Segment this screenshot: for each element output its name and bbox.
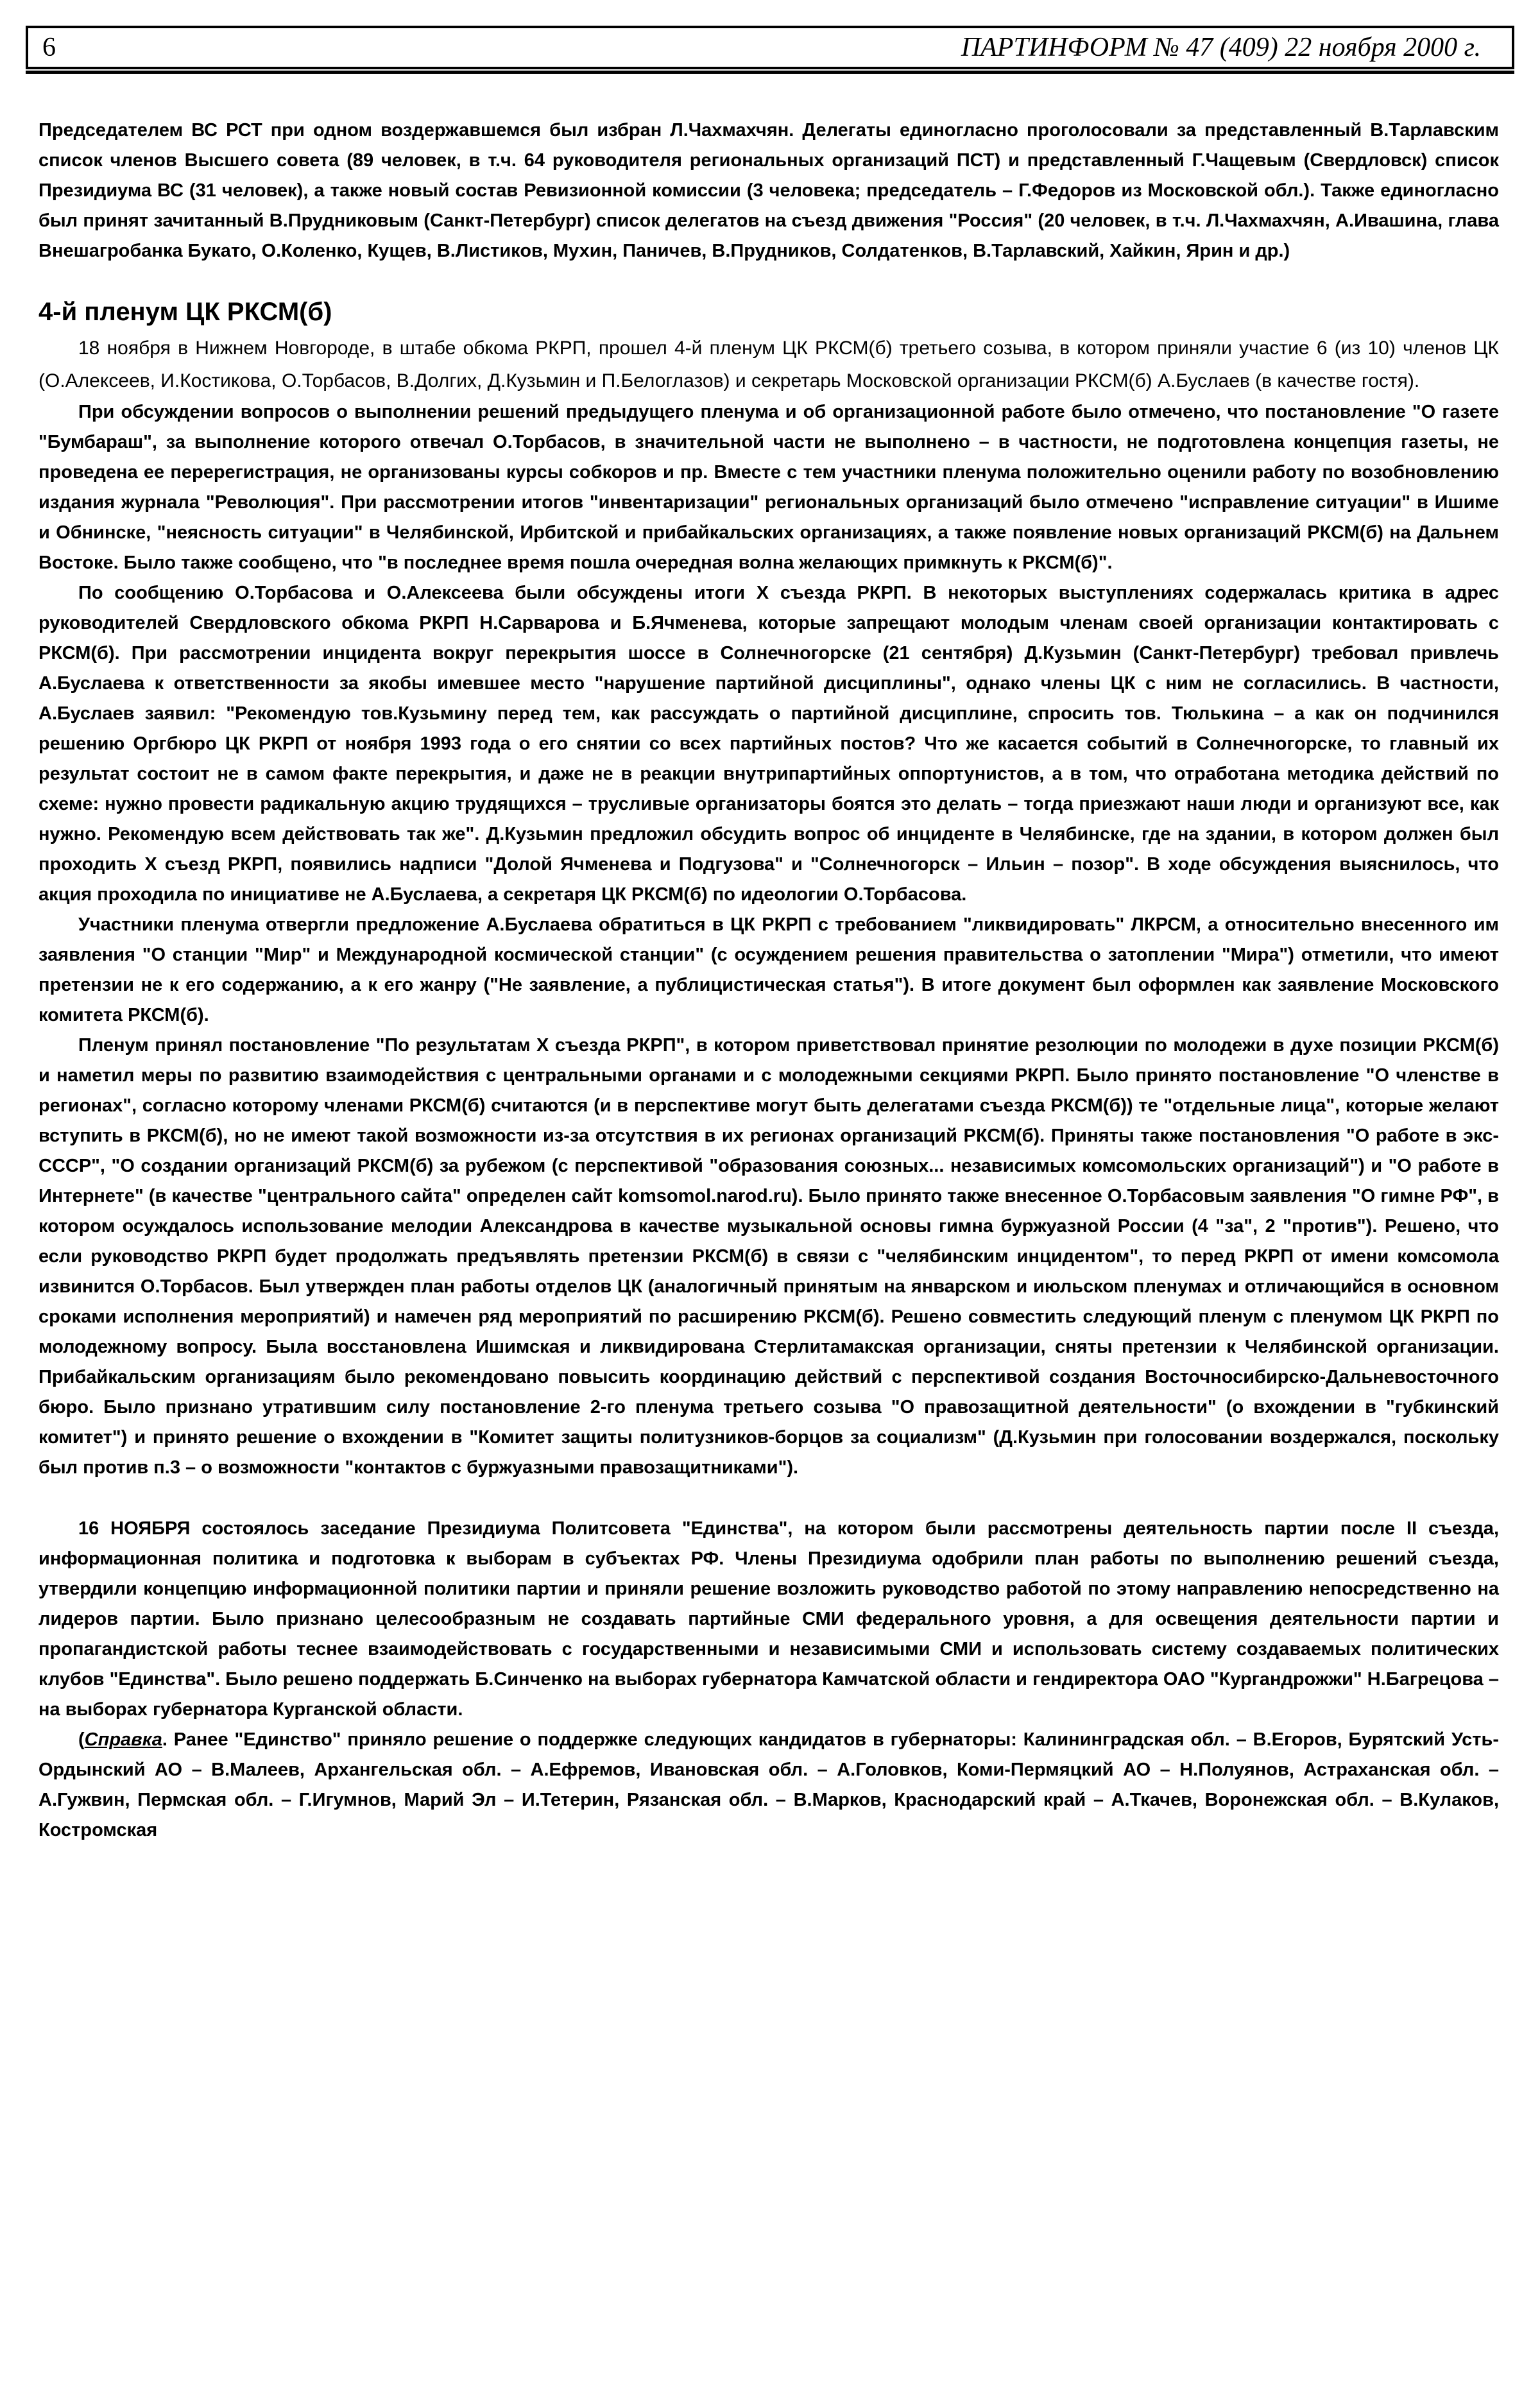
publication-title: ПАРТИНФОРМ № 47 (409) 22 ноября 2000 г.	[961, 33, 1481, 62]
section-paragraph: По сообщению О.Торбасова и О.Алексеева были обсуждены итоги X съезда РКРП. В некоторых выступлениях содержалась критика в адрес руководителей Свердловского обкома РКРП Н.Сарварова и Б.Ячменева, которые запрещают молодым членам своей организации контактировать с РКСМ(б). При рассмотрении инцидента вокруг перекрытия шоссе в Солнечногорске (21 сентября) Д.Кузьмин (Санкт-Петербург) требовал привлечь А.Буслаева к ответственности за якобы имевшее место "нарушение партийной дисциплины", однако члены ЦК с ним не согласились. В частности, А.Буслаев заявил: "Рекомендую тов.Кузьмину перед тем, как рассуждать о партийной дисциплине, спросить тов. Тюлькина – а как он подчинился решению Оргбюро ЦК РКРП от ноября 1993 года о его снятии со всех партийных постов? Что же касается событий в Солнечногорске, то главный их результат состоит не в самом факте перекрытия, и даже не в реакции внутрипартийных оппортунистов, а в том, что отработана методика действий по схеме: нужно провести радикальную акцию трудящихся – трусливые организаторы боятся это делать – тогда приезжают наши люди и организуют все, как нужно. Рекомендую всем действовать так же". Д.Кузьмин предложил обсудить вопрос об инциденте в Челябинске, где на здании, в котором должен был проходить X съезд РКРП, появились надписи "Долой Ячменева и Подгузова" и "Солнечногорск – Ильин – позор". В ходе обсуждения выяснилось, что акция проходила по инициативе не А.Буслаева, а секретаря ЦК РКСМ(б) по идеологии О.Торбасова.	[38, 583, 1499, 905]
unity-paragraph: 16 НОЯБРЯ состоялось заседание Президиума Политсовета "Единства", на котором были рассмотрены деятельность партии после II съезда, информационная политика и подготовка к выборам в субъектах РФ. Члены Президиума одобрили план работы по выполнению решений съезда, утвердили концепцию информационной политики партии и приняли решение возложить руководство работой по этому направлению непосредственно на лидеров партии. Было признано целесообразным не создавать партийные СМИ федерального уровня, а для освещения деятельности партии и пропагандистской работы теснее взаимодействовать с государственными и независимыми СМИ и использовать систему создаваемых политических клубов "Единства". Было решено поддержать Б.Синченко на выборах губернатора Камчатской области и гендиректора ОАО "Кургандрожжи" Н.Багрецова – на выборах губернатора Курганской области.	[38, 1518, 1499, 1720]
header-rule	[26, 71, 1514, 74]
reference-paragraph	[38, 1725, 1499, 1846]
section-lead: 18 ноября в Нижнем Новгороде, в штабе обкома РКРП, прошел 4-й пленум ЦК РКСМ(б) третьего созыва, в котором приняли участие 6 (из 10) членов ЦК (О.Алексеев, И.Костикова, О.Торбасов, В.Долгих, Д.Кузьмин и П.Белоглазов) и секретарь Московской организации РКСМ(б) А.Буслаев (в качестве гостя).	[38, 338, 1499, 391]
page-number: 6	[42, 33, 56, 62]
section-paragraph: Пленум принял постановление "По результатам X съезда РКРП", в котором приветствовал принятие резолюции по молодежи в духе позиции РКСМ(б) и наметил меры по развитию взаимодействия с центральными органами и с молодежными секциями РКРП. Было принято постановление "О членстве в регионах", согласно которому членами РКСМ(б) считаются (и в перспективе могут быть делегатами съезда РКСМ(б)) те "отдельные лица", которые желают вступить в РКСМ(б), но не имеют такой возможности из-за отсутствия в их регионах организаций РКСМ(б). Приняты также постановления "О работе в экс-СССР", "О создании организаций РКСМ(б) за рубежом (с перспективой "образования союзных... независимых комсомольских организаций") и "О работе в Интернете" (в качестве "центрального сайта" определен сайт komsomol.narod.ru). Было принято также внесенное О.Торбасовым заявления "О гимне РФ", в котором осуждалось использование мелодии Александрова в качестве музыкальной основы гимна буржуазной России (4 "за", 2 "против"). Решено, что если руководство РКРП будет продолжать предъявлять претензии РКСМ(б) в связи с "челябинским инцидентом", то перед РКРП от имени комсомола извинится О.Торбасов. Был утвержден план работы отделов ЦК (аналогичный принятым на январском и июльском пленумах и отличающийся в основном сроками исполнения мероприятий) и намечен ряд мероприятий по расширению РКСМ(б). Решено совместить следующий пленум с пленумом ЦК РКРП по молодежному вопросу. Была восстановлена Ишимская и ликвидирована Стерлитамакская организации, сняты претензии к Челябинской организации. Прибайкальским организациям было рекомендовано повысить координацию действий с перспективой создания Восточносибирско-Дальневосточного бюро. Было признано утратившим силу постановление 2-го пленума третьего созыва "О правозащитной деятельности" (о вхождении в "губкинский комитет") и принято решение о вхождении в "Комитет защиты политузников-борцов за социализм" (Д.Кузьмин при голосовании воздержался, поскольку был против п.3 – о возможности "контактов с буржуазными правозащитниками").	[38, 1035, 1499, 1478]
reference-label: Справка	[84, 1729, 162, 1750]
article-body	[38, 116, 1499, 1846]
page-header	[26, 26, 1514, 69]
reference-open: (	[78, 1729, 85, 1750]
section-heading: 4-й пленум ЦК РКСМ(б)	[38, 298, 332, 326]
reference-text: . Ранее "Единство" приняло решение о поддержке следующих кандидатов в губернаторы: Калининградская обл. – В.Егоров, Бурятский Усть-Ордынский АО – В.Малеев, Архангельская обл. – А.Ефремов, Ивановская обл. – А.Головков, Коми-Пермяцкий АО – Н.Полуянов, Астраханская обл. – А.Гужвин, Пермская обл. – Г.Игумнов, Марий Эл – И.Тетерин, Рязанская обл. – В.Марков, Краснодарский край – А.Ткачев, Воронежская обл. – В.Кулаков, Костромская	[38, 1729, 1499, 1840]
intro-paragraph: Председателем ВС РСТ при одном воздержавшемся был избран Л.Чахмахчян. Делегаты единогласно проголосовали за представленный В.Тарлавским список членов Высшего совета (89 человек, в т.ч. 64 руководителя региональных организаций ПСТ) и представленный Г.Чащевым (Свердловск) список Президиума ВС (31 человек), а также новый состав Ревизионной комиссии (3 человека; председатель – Г.Федоров из Московской обл.). Также единогласно был принят зачитанный В.Прудниковым (Санкт-Петербург) список делегатов на съезд движения "Россия" (20 человек, в т.ч. Л.Чахмахчян, А.Ивашина, глава Внешагробанка Букато, О.Коленко, Кущев, В.Листиков, Мухин, Паничев, В.Прудников, Солдатенков, В.Тарлавский, Хайкин, Ярин и др.)	[38, 120, 1499, 261]
section-paragraph: При обсуждении вопросов о выполнении решений предыдущего пленума и об организационной работе было отмечено, что постановление "О газете "Бумбараш", за выполнение которого отвечал О.Торбасов, в значительной части не выполнено – в частности, не подготовлена концепция газеты, не проведена ее перерегистрация, не организованы курсы собкоров и пр. Вместе с тем участники пленума положительно оценили работу по возобновлению издания журнала "Революция". При рассмотрении итогов "инвентаризации" региональных организаций было отмечено "исправление ситуации" в Ишиме и Обнинске, "неясность ситуации" в Челябинской, Ирбитской и прибайкальских организациях, а также появление новых организаций РКСМ(б) на Дальнем Востоке. Было также сообщено, что "в последнее время пошла очередная волна желающих примкнуть к РКСМ(б)".	[38, 402, 1499, 573]
newspaper-page	[26, 26, 1514, 2356]
section-paragraph: Участники пленума отвергли предложение А.Буслаева обратиться в ЦК РКРП с требованием "ликвидировать" ЛКРСМ, а относительно внесенного им заявления "О станции "Мир" и Международной космической станции" (с осуждением решения правительства о затоплении "Мира") отметили, что имеют претензии не к его содержанию, а к его жанру ("Не заявление, а публицистическая статья"). В итоге документ был оформлен как заявление Московского комитета РКСМ(б).	[38, 914, 1499, 1025]
spacer	[38, 1483, 1499, 1514]
spacer	[38, 266, 1499, 292]
